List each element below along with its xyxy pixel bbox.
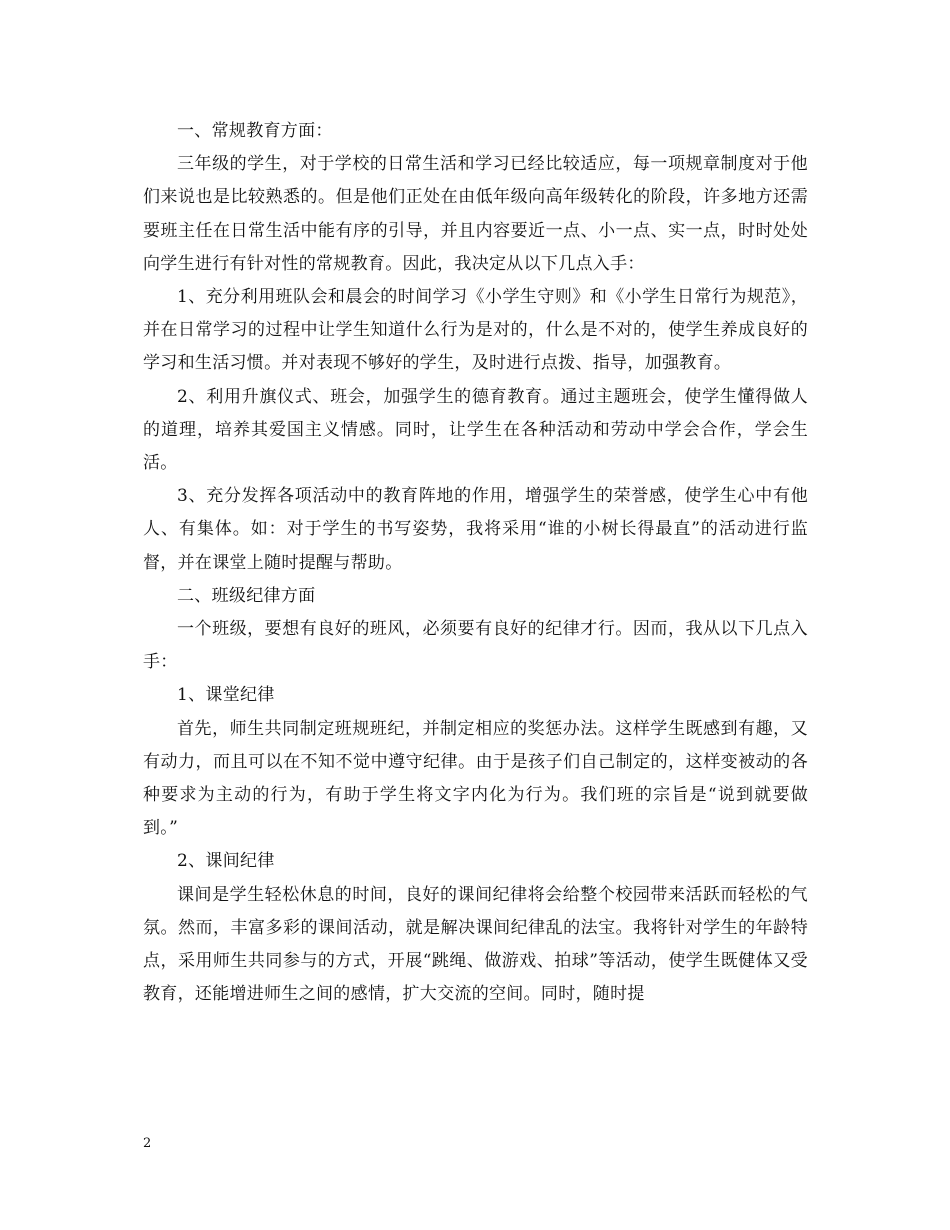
body-paragraph: 课间是学生轻松休息的时间，良好的课间纪律将会给整个校园带来活跃而轻松的气氛。然而，丰富多彩的课间活动，就是解决课间纪律乱的法宝。我将针对学生的年龄特点，采用师生共同参与的方式，开展“跳绳、做游戏、拍球”等活动，使学生既健体又受教育，还能增进师生之间的感情，扩大交流的空间。同时，随时提 [143, 884, 808, 1005]
document-body [143, 115, 808, 1011]
body-paragraph: 三年级的学生，对于学校的日常生活和学习已经比较适应，每一项规章制度对于他们来说也是比较熟悉的。但是他们正处在由低年级向高年级转化的阶段，许多地方还需要班主任在日常生活中能有序的引导，并且内容要近一点、小一点、实一点，时时处处向学生进行有针对性的常规教育。因此，我决定从以下几点入手： [143, 154, 808, 274]
section-heading: 二、班级纪律方面 [177, 585, 316, 606]
body-paragraph: 首先，师生共同制定班规班纪，并制定相应的奖惩办法。这样学生既感到有趣，又有动力，而且可以在不知不觉中遵守纪律。由于是孩子们自己制定的，这样变被动的各种要求为主动的行为，有助于学生将文字内化为行为。我们班的宗旨是“说到就要做到。” [143, 718, 808, 839]
page-number: 2 [143, 1136, 152, 1151]
subsection-heading: 1、课堂纪律 [177, 685, 275, 706]
body-paragraph: 一个班级，要想有良好的班风，必须要有良好的纪律才行。因而，我从以下几点入手： [143, 619, 808, 673]
list-paragraph: 3、充分发挥各项活动中的教育阵地的作用，增强学生的荣誉感，使学生心中有他人、有集体。如：对于学生的书写姿势，我将采用“谁的小树长得最直”的活动进行监督，并在课堂上随时提醒与帮助。 [143, 486, 808, 573]
list-paragraph: 2、利用升旗仪式、班会，加强学生的德育教育。通过主题班会，使学生懂得做人的道理，培养其爱国主义情感。同时，让学生在各种活动和劳动中学会合作，学会生活。 [143, 386, 808, 474]
subsection-heading: 2、课间纪律 [177, 851, 275, 872]
section-heading: 一、常规教育方面： [177, 121, 333, 141]
list-paragraph: 1、充分利用班队会和晨会的时间学习《小学生守则》和《小学生日常行为规范》，并在日常学习的过程中让学生知道什么行为是对的，什么是不对的，使学生养成良好的学习和生活习惯。并对表现不够好的学生，及时进行点拨、指导，加强教育。 [143, 287, 808, 374]
